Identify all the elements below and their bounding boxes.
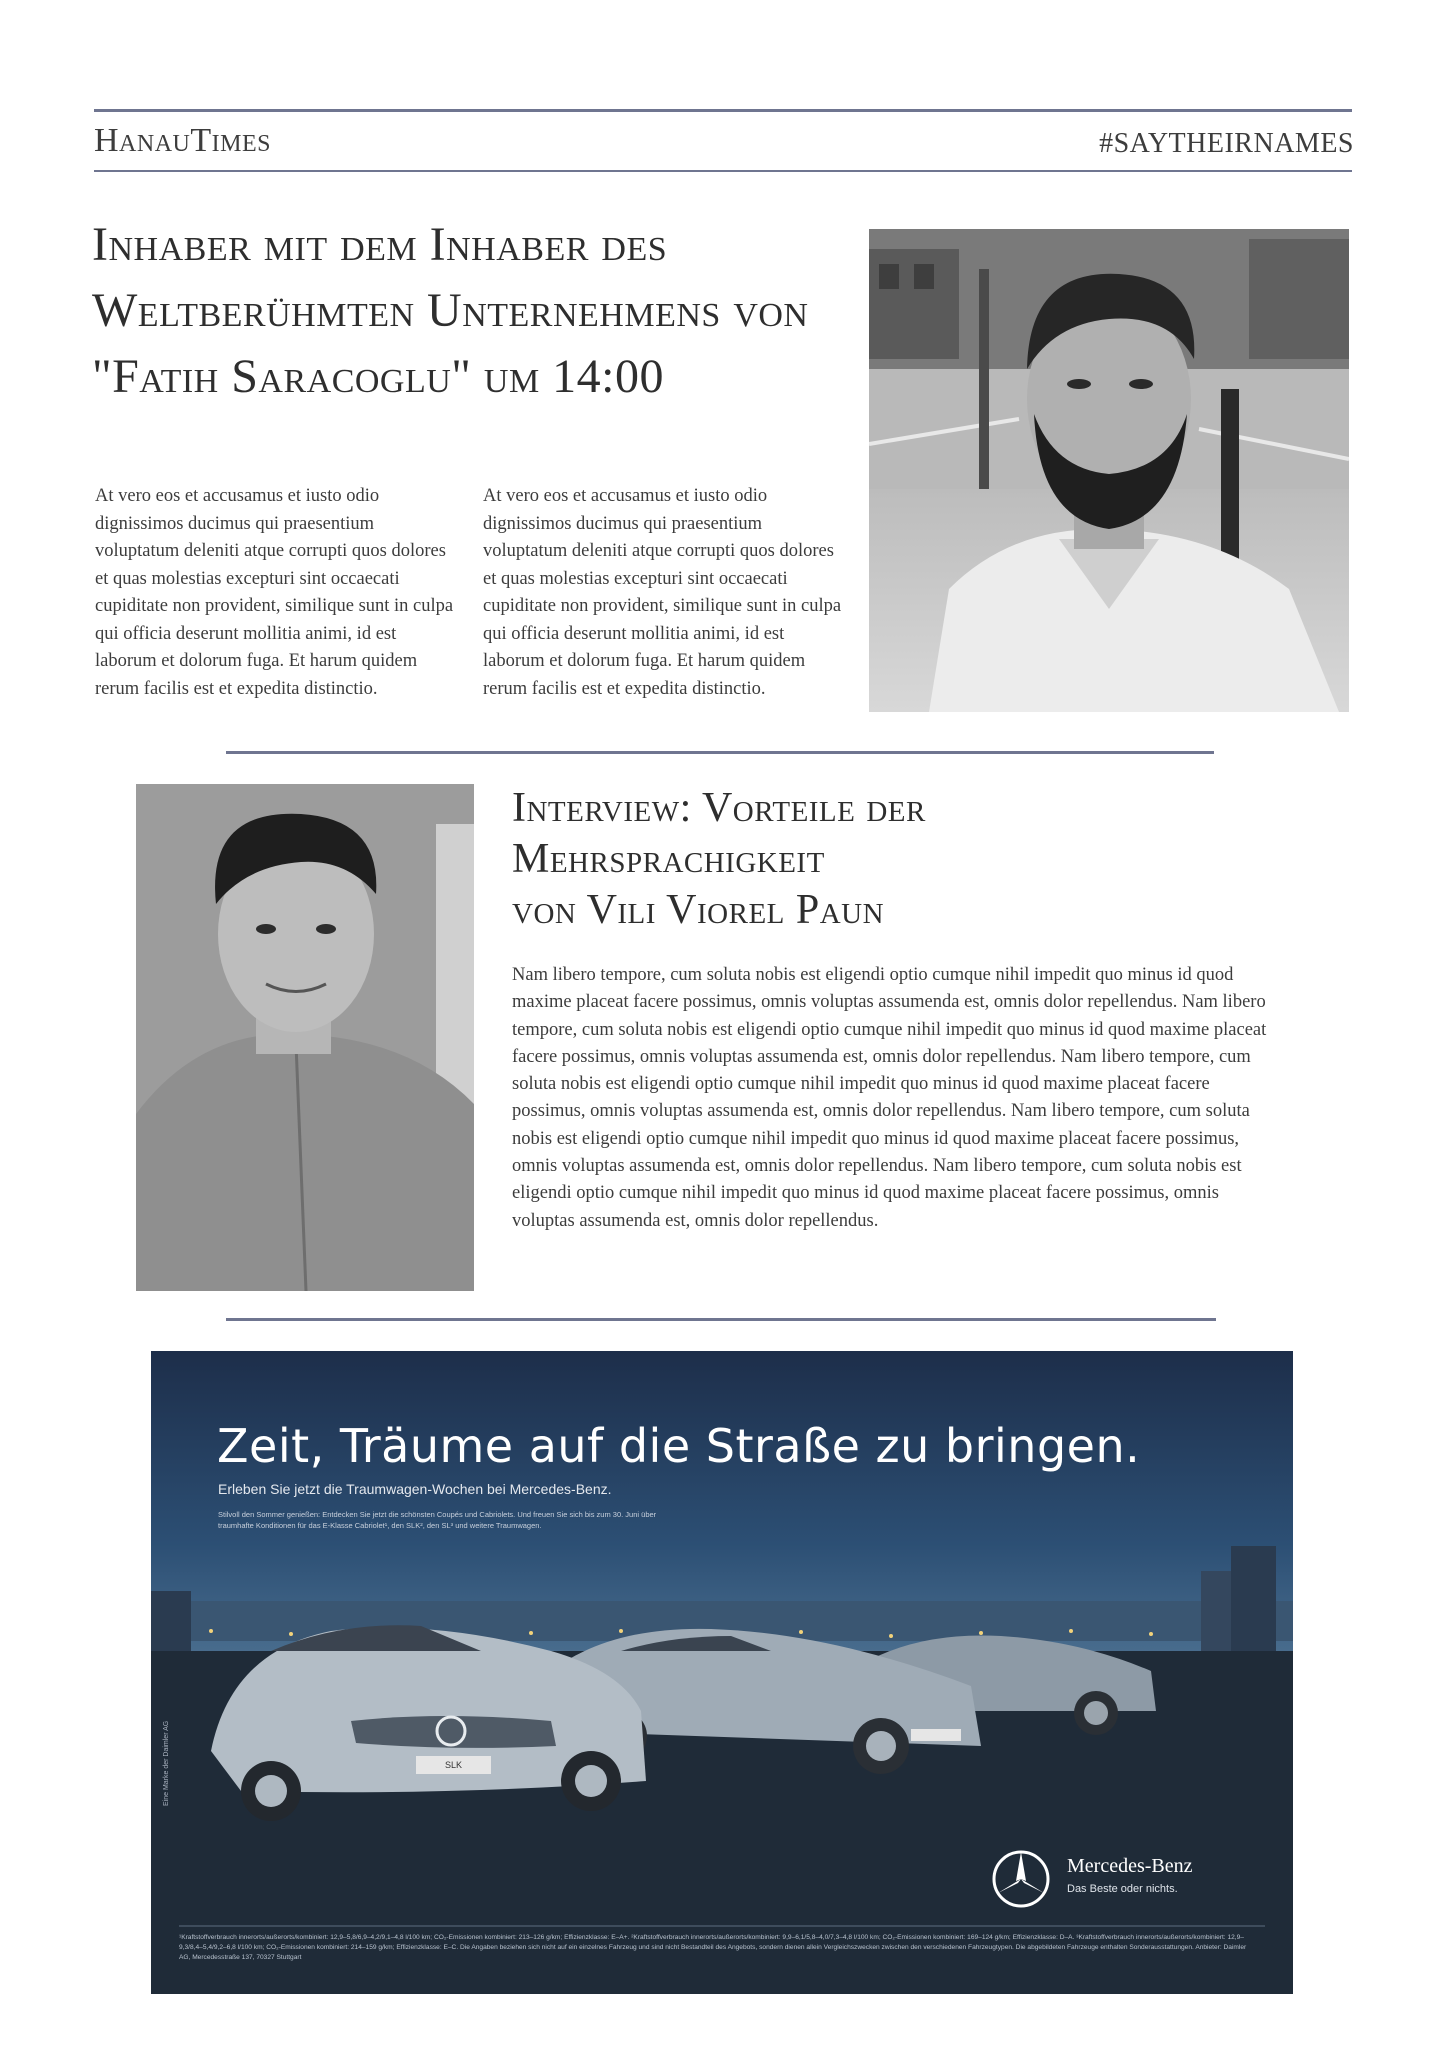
mercedes-advertisement bbox=[151, 1351, 1293, 1994]
brand-tagline: Das Beste oder nichts. bbox=[1067, 1883, 1178, 1895]
street-portrait-illustration bbox=[869, 229, 1349, 712]
interview-portrait-illustration bbox=[136, 784, 474, 1291]
ad-headline: Zeit, Träume auf die Straße zu bringen. bbox=[217, 1419, 1141, 1473]
ad-offer-text: Stilvoll den Sommer genießen: Entdecken Sie jetzt die schönsten Coupés und Cabriolets. Und freuen Sie sich bis zum 30. Juni über traumhafte Konditionen für das E-Klasse Cabriolet¹, den SLK², den SL³ und weitere Traumwagen. bbox=[218, 1510, 657, 1530]
article2-portrait-photo bbox=[136, 784, 474, 1291]
slk-license-plate: SLK bbox=[444, 1760, 462, 1770]
section-divider-2 bbox=[226, 1318, 1216, 1321]
article1-headline: Inhaber mit dem Inhaber des Weltberühmten Unternehmens von "Fatih Saracoglu" um 14:00 bbox=[92, 218, 809, 403]
masthead-top-rule bbox=[94, 109, 1352, 112]
article1-column-right: At vero eos et accusamus et iusto odio dignissimos ducimus qui praesentium voluptatum deleniti atque corrupti quos dolores et quas molestias excepturi sint occaecati cupiditate non provident, similique sunt in culpa qui officia deserunt mollitia animi, id est laborum et dolorum fuga. Et harum quidem rerum facilis est et expedita distinctio. bbox=[483, 486, 842, 699]
article2-headline: Interview: Vorteile der Mehrsprachigkeit von Vili Viorel Paun bbox=[512, 785, 926, 933]
masthead-bottom-rule bbox=[94, 170, 1352, 172]
mercedes-brand-block bbox=[994, 1849, 1254, 1909]
ad-fine-print: ¹Kraftstoffverbrauch innerorts/außerorts/kombiniert: 12,9–5,8/6,9–4,2/9,1–4,8 l/100 km; CO₂-Emissionen kombiniert: 213–126 g/km; Effizienzklasse: E–A+. ²Kraftstoffverbrauch innerorts/außerorts/kombiniert: 9,9–6,1/5,8–4,0/7,3–4,8 l/100 km; CO₂-Emissionen kombiniert: 169–124 g/km; Effizienzklasse: D–A. ³Kraftstoffverbrauch innerorts/außerorts/kombiniert: 12,9–9,3/8,4–5,4/9,2–6,8 l/100 km; CO₂-Emissionen kombiniert: 214–159 g/km; Effizienzklasse: E–C. Die Angaben beziehen sich nicht auf ein einzelnes Fahrzeug und sind nicht Bestandteil des Angebots, sondern dienen allein Vergleichszwecken zwischen den verschiedenen Fahrzeugtypen. Die abgebildeten Fahrzeuge enthalten Sonderausstattungen. Anbieter: Daimler AG, Mercedesstraße 137, 70327 Stuttgart bbox=[179, 1934, 1247, 1961]
masthead-title: HanauTimes bbox=[94, 122, 271, 159]
section-divider-1 bbox=[226, 751, 1214, 754]
article1-column-left: At vero eos et accusamus et iusto odio dignissimos ducimus qui praesentium voluptatum deleniti atque corrupti quos dolores et quas molestias excepturi sint occaecati cupiditate non provident, similique sunt in culpa qui officia deserunt mollitia animi, id est laborum et dolorum fuga. Et harum quidem rerum facilis est et expedita distinctio. bbox=[95, 486, 454, 699]
ad-side-note: Eine Marke der Daimler AG bbox=[163, 1720, 170, 1806]
masthead-hashtag: #SAYTHEIRNAMES bbox=[1099, 128, 1354, 159]
ad-subline: Erleben Sie jetzt die Traumwagen-Wochen bei Mercedes-Benz. bbox=[218, 1481, 612, 1497]
article1-portrait-photo bbox=[869, 229, 1349, 712]
brand-name: Mercedes-Benz bbox=[1067, 1855, 1193, 1877]
article2-body: Nam libero tempore, cum soluta nobis est eligendi optio cumque nihil impedit quo minus id quod maxime placeat facere possimus, omnis voluptas assumenda est, omnis dolor repellendus. Nam libero tempore, cum soluta nobis est eligendi optio cumque nihil impedit quo minus id quod maxime placeat facere possimus, omnis voluptas assumenda est, omnis dolor repellendus. Nam libero tempore, cum soluta nobis est eligendi optio cumque nihil impedit quo minus id quod maxime placeat facere possimus, omnis voluptas assumenda est, omnis dolor repellendus. Nam libero tempore, cum soluta nobis est eligendi optio cumque nihil impedit quo minus id quod maxime placeat facere possimus, omnis voluptas assumenda est, omnis dolor repellendus. Nam libero tempore, cum soluta nobis est eligendi optio cumque nihil impedit quo minus id quod maxime placeat facere possimus, omnis voluptas assumenda est, omnis dolor repellendus. bbox=[512, 965, 1267, 1231]
